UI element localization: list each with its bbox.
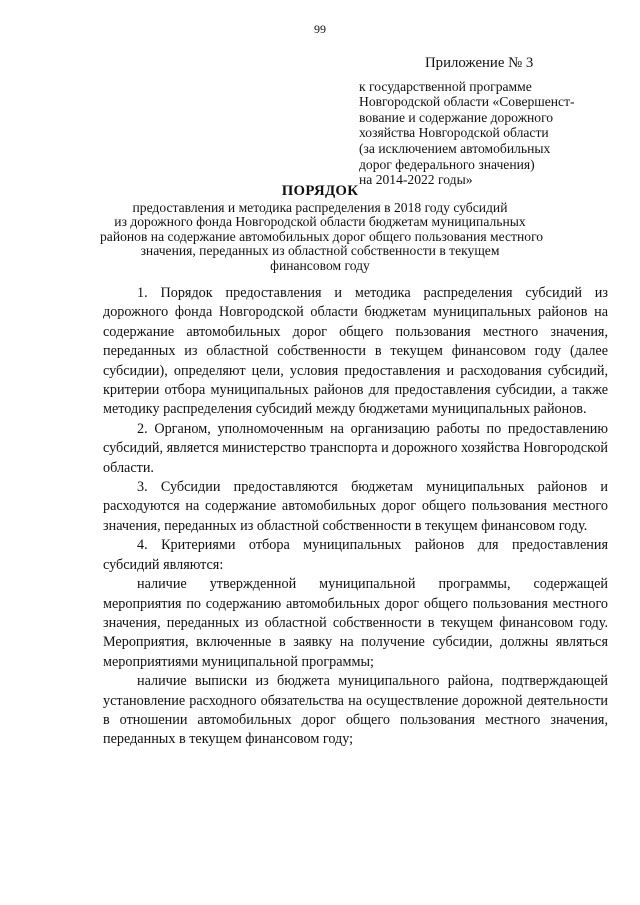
- subtitle-line: финансовом году: [270, 257, 370, 273]
- appendix-line: хозяйства Новгородской области: [359, 125, 549, 141]
- appendix-line: Новгородской области «Совершенст-: [359, 94, 575, 110]
- document-subtitle: [100, 200, 544, 273]
- appendix-line: к государственной программе: [359, 78, 532, 94]
- appendix-line: на 2014-2022 годы»: [359, 172, 473, 188]
- subtitle-line: из дорожного фонда Новгородской области бюджетам муниципальных: [114, 214, 526, 230]
- document-body: [103, 284, 608, 750]
- paragraph-1: 1. Порядок предоставления и методика распределения субсидий из дорожного фонда Новгородской области бюджетам муниципальных районов на содержание автомобильных дорог общего пользования местного значения, переданных из областной собственности в текущем финансовом году (далее субсидии), определяют цели, условия предоставления и расходования субсидий, критерии отбора муниципальных районов для предоставления субсидии, а также методику распределения субсидий между бюджетами муниципальных районов.: [103, 285, 608, 418]
- subtitle-line: значения, переданных из областной собственности в текущем: [140, 243, 500, 259]
- document-title: ПОРЯДОК: [281, 183, 359, 199]
- paragraph-2: 2. Органом, уполномоченным на организацию работы по предоставлению субсидий, является министерство транспорта и дорожного хозяйства Новгородской области.: [103, 420, 609, 476]
- paragraph-4: 4. Критериями отбора муниципальных районов для предоставления субсидий являются:: [103, 537, 608, 573]
- paragraph-criterion-budget: наличие выписки из бюджета муниципального района, подтверждающей установление расходного обязательства на осуществление дорожной деятельности в отношении автомобильных дорог общего пользования местного значения, переданных в текущем финансовом году;: [103, 673, 608, 748]
- subtitle-line: предоставления и методика распределения в 2018 году субсидий: [132, 200, 508, 215]
- paragraph-3: 3. Субсидии предоставляются бюджетам муниципальных районов и расходуются на содержание автомобильных дорог общего пользования местного значения, переданных из областной собственности в текущем финансовом году.: [103, 479, 608, 534]
- appendix-line: дорог федерального значения): [359, 156, 535, 172]
- subtitle-line: районов на содержание автомобильных дорог общего пользования местного: [100, 228, 544, 244]
- appendix-block: [359, 56, 619, 188]
- paragraph-criterion-program: наличие утвержденной муниципальной программы, содержащей мероприятия по содержанию автомобильных дорог общего пользования местного значения, переданных из областной собственности в текущем финансовом году. Мероприятия, включенные в заявку на получение субсидии, должны являться мероприятиями муниципальной программы;: [103, 576, 608, 670]
- appendix-title: Приложение № 3: [425, 55, 534, 71]
- page-number: 99: [314, 22, 326, 36]
- appendix-line: (за исключением автомобильных: [359, 140, 551, 156]
- appendix-line: вование и содержание дорожного: [359, 109, 554, 125]
